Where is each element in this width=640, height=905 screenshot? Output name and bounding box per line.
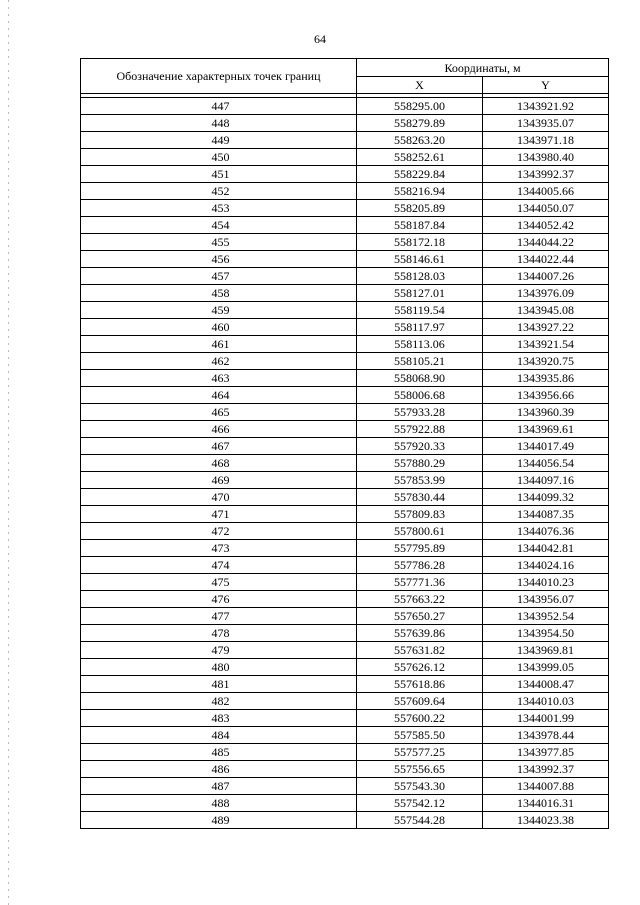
table-row: [81, 608, 609, 625]
y-coordinate-cell: 1343960.39: [483, 404, 609, 421]
header-x: X: [357, 77, 483, 94]
y-coordinate-cell: 1344042.81: [483, 540, 609, 557]
y-coordinate-cell: 1344087.35: [483, 506, 609, 523]
point-cell: 450: [81, 149, 357, 166]
point-cell: 484: [81, 727, 357, 744]
table-row: [81, 455, 609, 472]
x-coordinate-cell: 558105.21: [357, 353, 483, 370]
table-row: [81, 693, 609, 710]
point-cell: 447: [81, 98, 357, 115]
y-coordinate-cell: 1344052.42: [483, 217, 609, 234]
x-coordinate-cell: 557933.28: [357, 404, 483, 421]
y-coordinate-cell: 1343935.07: [483, 115, 609, 132]
x-coordinate-cell: 557650.27: [357, 608, 483, 625]
x-coordinate-cell: 557639.86: [357, 625, 483, 642]
table-row: [81, 506, 609, 523]
point-cell: 487: [81, 778, 357, 795]
x-coordinate-cell: 557631.82: [357, 642, 483, 659]
y-coordinate-cell: 1343980.40: [483, 149, 609, 166]
table-row: [81, 285, 609, 302]
point-cell: 463: [81, 370, 357, 387]
point-cell: 462: [81, 353, 357, 370]
table-row: [81, 676, 609, 693]
x-coordinate-cell: 557600.22: [357, 710, 483, 727]
x-coordinate-cell: 558172.18: [357, 234, 483, 251]
table-row: [81, 200, 609, 217]
y-coordinate-cell: 1343921.54: [483, 336, 609, 353]
y-coordinate-cell: 1344097.16: [483, 472, 609, 489]
y-coordinate-cell: 1343945.08: [483, 302, 609, 319]
point-cell: 489: [81, 812, 357, 829]
y-coordinate-cell: 1344010.23: [483, 574, 609, 591]
y-coordinate-cell: 1344007.88: [483, 778, 609, 795]
point-cell: 449: [81, 132, 357, 149]
x-coordinate-cell: 557544.28: [357, 812, 483, 829]
header-point-designation: Обозначение характерных точек границ: [81, 59, 357, 94]
point-cell: 481: [81, 676, 357, 693]
x-coordinate-cell: 558252.61: [357, 149, 483, 166]
table-row: [81, 234, 609, 251]
x-coordinate-cell: 557920.33: [357, 438, 483, 455]
point-cell: 479: [81, 642, 357, 659]
x-coordinate-cell: 557830.44: [357, 489, 483, 506]
point-cell: 464: [81, 387, 357, 404]
y-coordinate-cell: 1344056.54: [483, 455, 609, 472]
point-cell: 469: [81, 472, 357, 489]
header-y: Y: [483, 77, 609, 94]
y-coordinate-cell: 1344050.07: [483, 200, 609, 217]
point-cell: 459: [81, 302, 357, 319]
y-coordinate-cell: 1343969.61: [483, 421, 609, 438]
header-coordinates: Координаты, м: [357, 59, 609, 77]
y-coordinate-cell: 1344044.22: [483, 234, 609, 251]
y-coordinate-cell: 1343956.66: [483, 387, 609, 404]
y-coordinate-cell: 1344022.44: [483, 251, 609, 268]
x-coordinate-cell: 558205.89: [357, 200, 483, 217]
y-coordinate-cell: 1344099.32: [483, 489, 609, 506]
y-coordinate-cell: 1343920.75: [483, 353, 609, 370]
table-row: [81, 574, 609, 591]
table-row: [81, 438, 609, 455]
x-coordinate-cell: 558146.61: [357, 251, 483, 268]
y-coordinate-cell: 1343954.50: [483, 625, 609, 642]
point-cell: 468: [81, 455, 357, 472]
point-cell: 453: [81, 200, 357, 217]
point-cell: 480: [81, 659, 357, 676]
x-coordinate-cell: 557609.64: [357, 693, 483, 710]
point-cell: 473: [81, 540, 357, 557]
y-coordinate-cell: 1344010.03: [483, 693, 609, 710]
y-coordinate-cell: 1344076.36: [483, 523, 609, 540]
point-cell: 465: [81, 404, 357, 421]
table-row: [81, 217, 609, 234]
table-body: [81, 98, 609, 829]
x-coordinate-cell: 558229.84: [357, 166, 483, 183]
point-cell: 457: [81, 268, 357, 285]
coordinates-table: [80, 58, 609, 829]
y-coordinate-cell: 1343999.05: [483, 659, 609, 676]
x-coordinate-cell: 558279.89: [357, 115, 483, 132]
y-coordinate-cell: 1344007.26: [483, 268, 609, 285]
point-cell: 476: [81, 591, 357, 608]
table-row: [81, 727, 609, 744]
point-cell: 452: [81, 183, 357, 200]
y-coordinate-cell: 1344008.47: [483, 676, 609, 693]
x-coordinate-cell: 557786.28: [357, 557, 483, 574]
x-coordinate-cell: 557771.36: [357, 574, 483, 591]
table-row: [81, 557, 609, 574]
x-coordinate-cell: 557663.22: [357, 591, 483, 608]
table-row: [81, 761, 609, 778]
table-row: [81, 98, 609, 115]
y-coordinate-cell: 1343992.37: [483, 761, 609, 778]
point-cell: 455: [81, 234, 357, 251]
table-row: [81, 370, 609, 387]
table-row: [81, 387, 609, 404]
point-cell: 472: [81, 523, 357, 540]
x-coordinate-cell: 557922.88: [357, 421, 483, 438]
x-coordinate-cell: 557795.89: [357, 540, 483, 557]
point-cell: 471: [81, 506, 357, 523]
y-coordinate-cell: 1344024.16: [483, 557, 609, 574]
point-cell: 466: [81, 421, 357, 438]
table-header: [81, 59, 609, 98]
point-cell: 482: [81, 693, 357, 710]
x-coordinate-cell: 557800.61: [357, 523, 483, 540]
point-cell: 461: [81, 336, 357, 353]
table-row: [81, 744, 609, 761]
y-coordinate-cell: 1343976.09: [483, 285, 609, 302]
y-coordinate-cell: 1344005.66: [483, 183, 609, 200]
table-row: [81, 149, 609, 166]
y-coordinate-cell: 1344023.38: [483, 812, 609, 829]
table-row: [81, 183, 609, 200]
point-cell: 467: [81, 438, 357, 455]
table-row: [81, 166, 609, 183]
table-row: [81, 132, 609, 149]
table-row: [81, 319, 609, 336]
y-coordinate-cell: 1343921.92: [483, 98, 609, 115]
y-coordinate-cell: 1343978.44: [483, 727, 609, 744]
x-coordinate-cell: 557585.50: [357, 727, 483, 744]
x-coordinate-cell: 557542.12: [357, 795, 483, 812]
y-coordinate-cell: 1344001.99: [483, 710, 609, 727]
point-cell: 458: [81, 285, 357, 302]
table-row: [81, 710, 609, 727]
table-row: [81, 302, 609, 319]
table-row: [81, 642, 609, 659]
table-row: [81, 404, 609, 421]
x-coordinate-cell: 558119.54: [357, 302, 483, 319]
point-cell: 478: [81, 625, 357, 642]
point-cell: 486: [81, 761, 357, 778]
point-cell: 475: [81, 574, 357, 591]
page-number: 64: [314, 32, 326, 46]
table-row: [81, 336, 609, 353]
table-row: [81, 353, 609, 370]
y-coordinate-cell: 1343977.85: [483, 744, 609, 761]
point-cell: 470: [81, 489, 357, 506]
point-cell: 460: [81, 319, 357, 336]
table-row: [81, 778, 609, 795]
y-coordinate-cell: 1343971.18: [483, 132, 609, 149]
x-coordinate-cell: 558263.20: [357, 132, 483, 149]
point-cell: 454: [81, 217, 357, 234]
x-coordinate-cell: 558216.94: [357, 183, 483, 200]
x-coordinate-cell: 558068.90: [357, 370, 483, 387]
table-row: [81, 540, 609, 557]
point-cell: 477: [81, 608, 357, 625]
y-coordinate-cell: 1343969.81: [483, 642, 609, 659]
x-coordinate-cell: 558127.01: [357, 285, 483, 302]
table-row: [81, 268, 609, 285]
scan-edge-artifact: [8, 0, 9, 905]
y-coordinate-cell: 1343956.07: [483, 591, 609, 608]
table-row: [81, 115, 609, 132]
y-coordinate-cell: 1344016.31: [483, 795, 609, 812]
y-coordinate-cell: 1343952.54: [483, 608, 609, 625]
x-coordinate-cell: 557626.12: [357, 659, 483, 676]
point-cell: 474: [81, 557, 357, 574]
table-row: [81, 591, 609, 608]
table-row: [81, 625, 609, 642]
table-row: [81, 421, 609, 438]
x-coordinate-cell: 557853.99: [357, 472, 483, 489]
table-row: [81, 795, 609, 812]
x-coordinate-cell: 557809.83: [357, 506, 483, 523]
point-cell: 451: [81, 166, 357, 183]
x-coordinate-cell: 558113.06: [357, 336, 483, 353]
x-coordinate-cell: 557577.25: [357, 744, 483, 761]
y-coordinate-cell: 1343927.22: [483, 319, 609, 336]
x-coordinate-cell: 557880.29: [357, 455, 483, 472]
point-cell: 456: [81, 251, 357, 268]
point-cell: 485: [81, 744, 357, 761]
x-coordinate-cell: 557543.30: [357, 778, 483, 795]
table-row: [81, 489, 609, 506]
table-row: [81, 659, 609, 676]
x-coordinate-cell: 558128.03: [357, 268, 483, 285]
x-coordinate-cell: 558187.84: [357, 217, 483, 234]
y-coordinate-cell: 1344017.49: [483, 438, 609, 455]
table-row: [81, 812, 609, 829]
y-coordinate-cell: 1343935.86: [483, 370, 609, 387]
x-coordinate-cell: 557618.86: [357, 676, 483, 693]
x-coordinate-cell: 557556.65: [357, 761, 483, 778]
table-row: [81, 251, 609, 268]
x-coordinate-cell: 558006.68: [357, 387, 483, 404]
point-cell: 488: [81, 795, 357, 812]
point-cell: 483: [81, 710, 357, 727]
point-cell: 448: [81, 115, 357, 132]
table-row: [81, 472, 609, 489]
x-coordinate-cell: 558117.97: [357, 319, 483, 336]
table-row: [81, 523, 609, 540]
x-coordinate-cell: 558295.00: [357, 98, 483, 115]
y-coordinate-cell: 1343992.37: [483, 166, 609, 183]
